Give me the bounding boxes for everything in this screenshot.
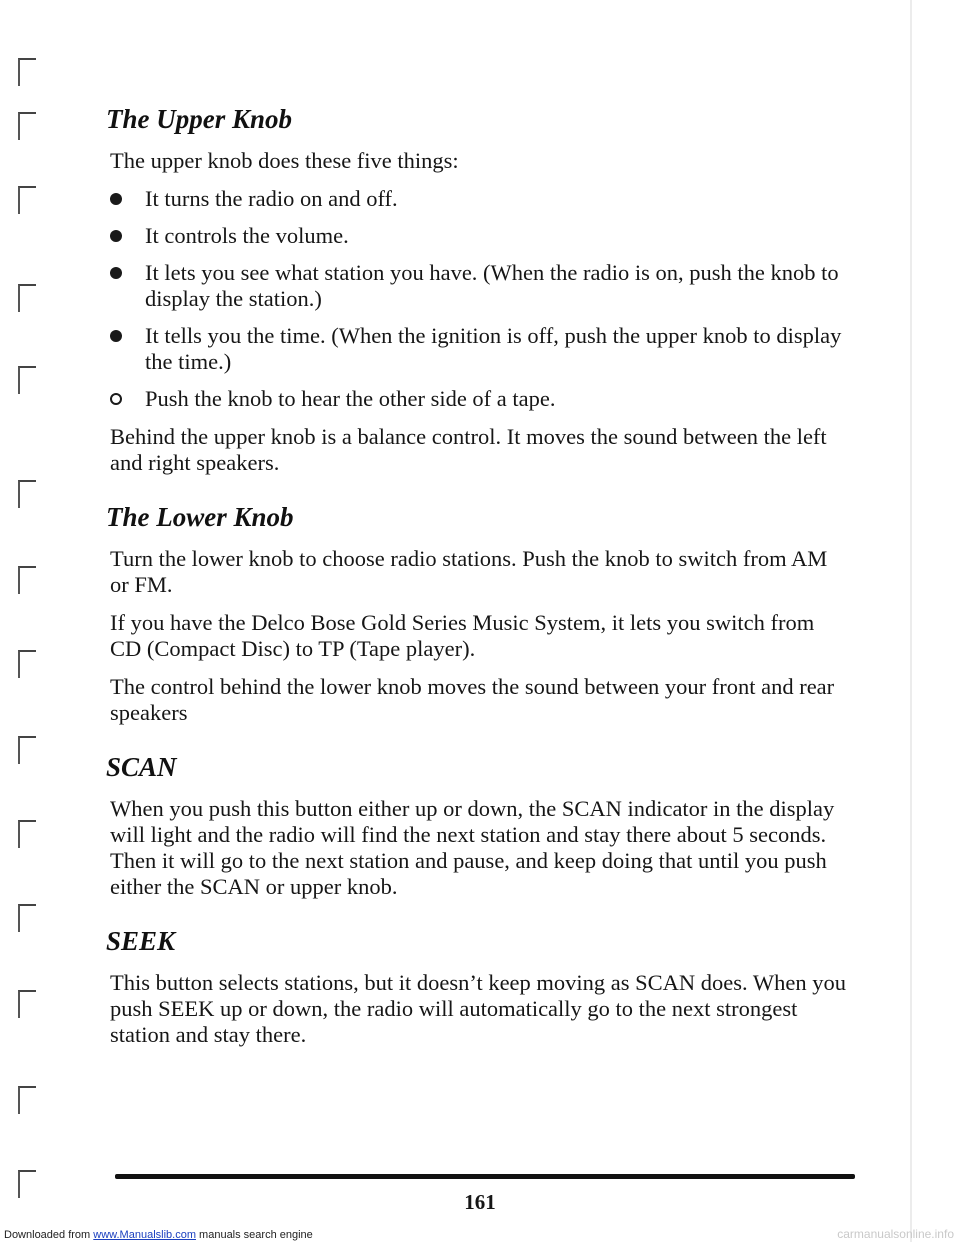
list-item: Push the knob to hear the other side of a tape. <box>110 386 850 412</box>
watermark-text: carmanualsonline.info <box>837 1227 954 1241</box>
section-seek <box>106 926 850 1048</box>
upper-knob-list <box>110 186 850 412</box>
bullet-icon <box>110 330 122 342</box>
lower-knob-paragraph: The control behind the lower knob moves the sound between your front and rear speakers <box>110 674 835 725</box>
bullet-icon <box>110 230 122 242</box>
margin-mark <box>18 480 36 508</box>
left-margin-marks <box>0 0 60 1242</box>
bullet-icon <box>110 267 122 279</box>
section-upper-knob <box>106 104 850 476</box>
balance-control-text: Behind the upper knob is a balance control. It moves the sound between the left and right speakers. <box>110 424 827 475</box>
margin-mark <box>18 112 36 140</box>
heading-seek: SEEK <box>106 926 176 956</box>
margin-mark <box>18 650 36 678</box>
list-item: It controls the volume. <box>110 223 850 249</box>
page-number: 161 <box>464 1190 496 1214</box>
margin-mark <box>18 904 36 932</box>
lower-knob-paragraph: If you have the Delco Bose Gold Series Music System, it lets you switch from CD (Compact Disc) to TP (Tape player). <box>110 610 815 661</box>
list-item: It tells you the time. (When the ignition is off, push the upper knob to display the time.) <box>110 323 850 375</box>
margin-mark <box>18 58 36 86</box>
page-content <box>106 104 850 1060</box>
margin-mark <box>18 820 36 848</box>
margin-mark <box>18 1086 36 1114</box>
scan-paragraph: When you push this button either up or down, the SCAN indicator in the display will light and the radio will find the next station and stay there about 5 seconds. Then it will go to the next station and pause, and keep doing that until you push either the SCAN or upper knob. <box>110 796 835 899</box>
section-lower-knob <box>106 502 850 726</box>
margin-mark <box>18 186 36 214</box>
heading-lower-knob: The Lower Knob <box>106 502 294 532</box>
heading-scan: SCAN <box>106 752 177 782</box>
lower-knob-paragraph: Turn the lower knob to choose radio stations. Push the knob to switch from AM or FM. <box>110 546 828 597</box>
manualslib-link[interactable]: www.Manualslib.com <box>93 1229 196 1241</box>
list-item: It turns the radio on and off. <box>110 186 850 212</box>
margin-mark <box>18 566 36 594</box>
margin-mark <box>18 990 36 1018</box>
download-footer <box>4 1229 313 1241</box>
seek-paragraph: This button selects stations, but it doesn’t keep moving as SCAN does. When you push SEEK up or down, the radio will automatically go to the next strongest station and stay there. <box>110 970 846 1047</box>
page-edge-line <box>910 0 912 1242</box>
footer-rule <box>115 1174 855 1179</box>
section-scan <box>106 752 850 900</box>
list-item: It lets you see what station you have. (When the radio is on, push the knob to display the station.) <box>110 260 850 312</box>
heading-upper-knob: The Upper Knob <box>106 104 293 134</box>
upper-knob-intro: The upper knob does these five things: <box>110 148 459 173</box>
bullet-icon <box>110 193 122 205</box>
margin-mark <box>18 366 36 394</box>
footer-prefix: Downloaded from <box>4 1229 91 1241</box>
hollow-bullet-icon <box>110 393 122 405</box>
footer-suffix: manuals search engine <box>199 1229 313 1241</box>
margin-mark <box>18 284 36 312</box>
margin-mark <box>18 736 36 764</box>
